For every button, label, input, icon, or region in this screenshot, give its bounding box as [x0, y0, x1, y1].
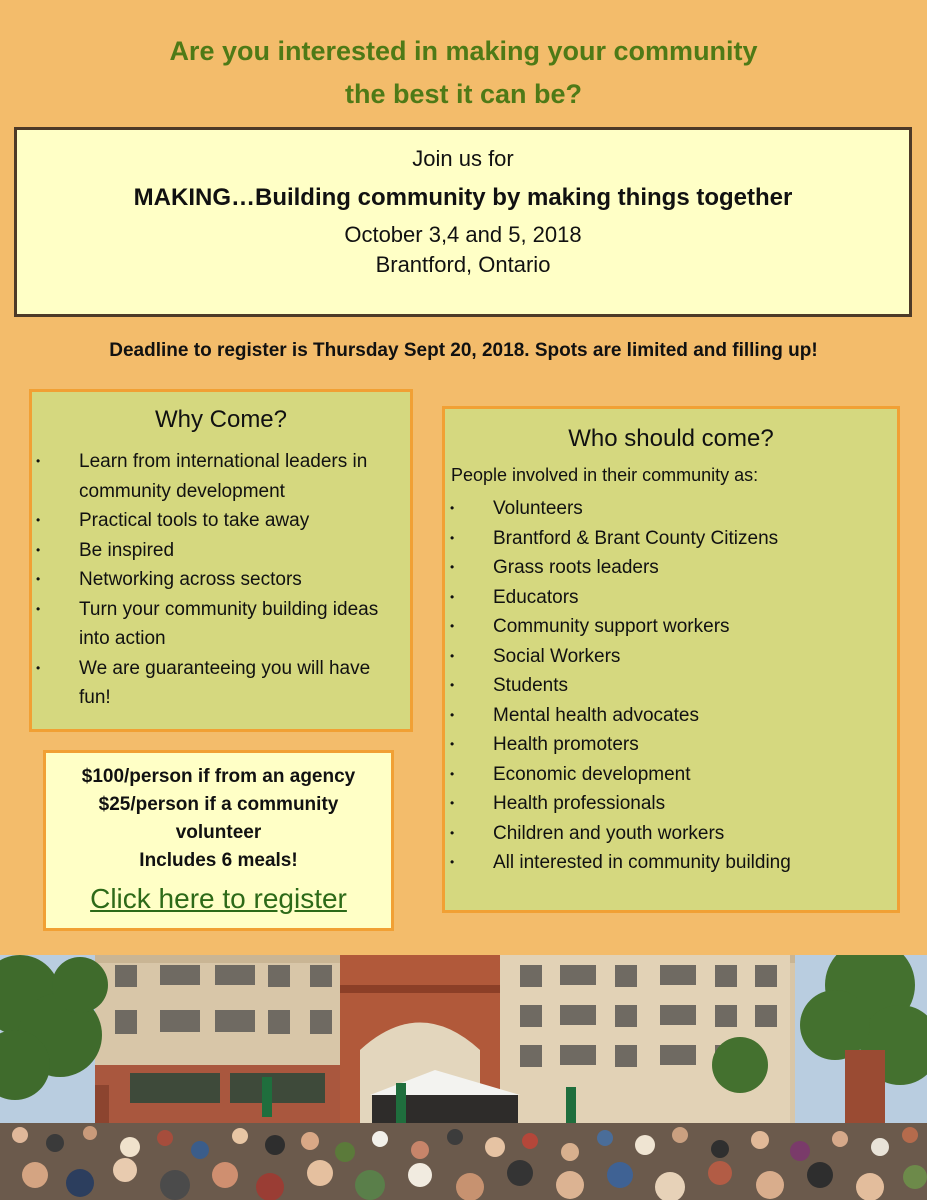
headline-line-1: Are you interested in making your community [169, 36, 758, 66]
list-item: • Students [445, 671, 897, 701]
meals-note: Includes 6 meals! [139, 850, 298, 871]
list-item: • Turn your community building ideas into action [32, 595, 410, 654]
pricing-box [43, 750, 394, 931]
who-should-come-panel [442, 406, 900, 913]
event-title: MAKING…Building community by making things together [133, 184, 793, 211]
list-item: • Children and youth workers [445, 819, 897, 849]
list-item: • Community support workers [445, 612, 897, 642]
list-item: • All interested in community building [445, 848, 897, 878]
agency-price: $100/person if from an agency [81, 766, 356, 787]
list-item: • Social Workers [445, 642, 897, 672]
list-item: • Learn from international leaders in community development [32, 447, 410, 506]
list-item: • Practical tools to take away [32, 506, 410, 536]
list-item: • Educators [445, 583, 897, 613]
who-should-come-list [445, 494, 897, 878]
list-item: • Networking across sectors [32, 565, 410, 595]
list-item: • Brantford & Brant County Citizens [445, 524, 897, 554]
list-item: • Health professionals [445, 789, 897, 819]
event-box [14, 127, 912, 317]
list-item: • Health promoters [445, 730, 897, 760]
list-item: • Grass roots leaders [445, 553, 897, 583]
volunteer-price-line-2: volunteer [175, 822, 262, 843]
event-crowd-photo [0, 955, 927, 1200]
headline [0, 30, 927, 116]
volunteer-price-line-1: $25/person if a community [98, 794, 339, 815]
list-item: • Be inspired [32, 536, 410, 566]
why-come-panel [29, 389, 413, 732]
register-link[interactable]: Click here to register [90, 883, 347, 914]
why-come-heading: Why Come? [154, 406, 288, 433]
who-intro: People involved in their community as: [451, 465, 759, 485]
headline-line-2: the best it can be? [344, 79, 583, 109]
event-date: October 3,4 and 5, 2018 [344, 222, 582, 247]
list-item: • Mental health advocates [445, 701, 897, 731]
join-us-text: Join us for [412, 146, 514, 171]
list-item: • We are guaranteeing you will have fun! [32, 654, 410, 713]
event-location: Brantford, Ontario [375, 252, 551, 277]
list-item: • Economic development [445, 760, 897, 790]
why-come-list [32, 447, 410, 713]
crowd-photo-illustration [0, 955, 927, 1200]
list-item: • Volunteers [445, 494, 897, 524]
deadline-notice: Deadline to register is Thursday Sept 20, 2018. Spots are limited and filling up! [109, 340, 818, 361]
who-should-come-heading: Who should come? [568, 425, 774, 452]
